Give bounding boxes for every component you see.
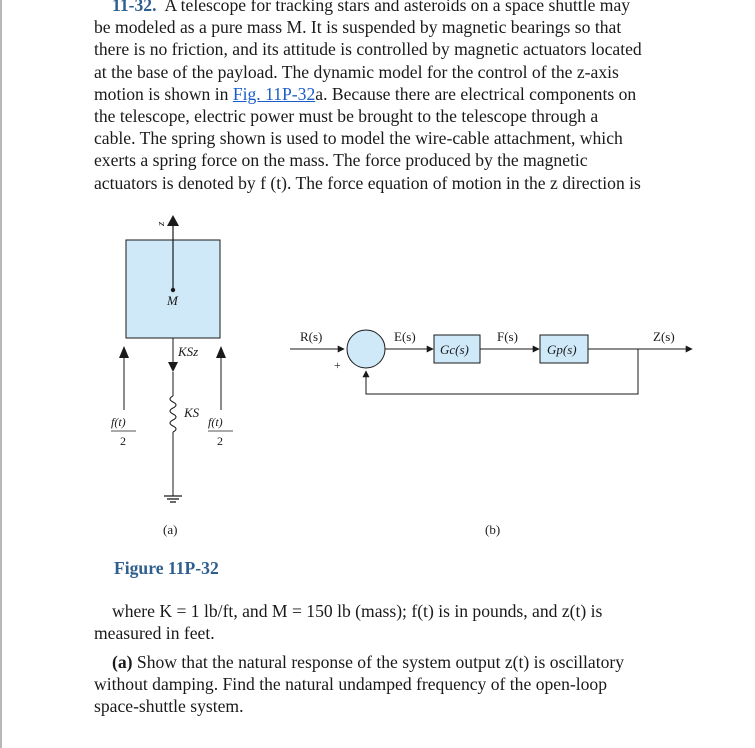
right-force-denominator: 2: [217, 434, 223, 448]
right-force-arrowhead: [216, 346, 226, 358]
right-force-numerator: f(t): [208, 415, 223, 429]
intro-line: A telescope for tracking stars and asteroids on a space shuttle may: [164, 0, 631, 15]
intro-line: motion is shown in: [94, 83, 233, 104]
problem-number: 11-32.: [112, 0, 157, 15]
part-b-diagram: [290, 329, 692, 537]
z-axis-arrowhead: [167, 215, 179, 226]
part-a-line: without damping. Find the natural undamped frequency of the open-loop: [94, 674, 608, 695]
part-a-line: space-shuttle system.: [94, 696, 244, 717]
output-label: Z(s): [653, 329, 675, 344]
spring-force-arrowhead: [168, 362, 178, 372]
figure-caption: Figure 11P-32: [114, 558, 219, 578]
summer-plus-sign: +: [334, 358, 341, 372]
intro-line: the telescope, electric power must be brought to the telescope through a: [94, 106, 599, 127]
plant-label: Gp(s): [547, 342, 577, 357]
controller-label: Gc(s): [440, 342, 469, 357]
part-a-sublabel: (a): [163, 522, 178, 537]
part-a-label: (a): [112, 652, 133, 672]
mass-label: M: [167, 293, 178, 308]
part-a-question: [94, 651, 714, 718]
where-line: measured in feet.: [94, 623, 215, 644]
force-label: F(s): [497, 329, 518, 344]
spring-coil: [170, 396, 176, 432]
feedback-path: [366, 349, 638, 394]
intro-line: be modeled as a pure mass M. It is suspended by magnetic bearings so that: [94, 17, 622, 38]
error-label: E(s): [394, 329, 416, 344]
spring-force-label: KSz: [178, 344, 199, 359]
spring-constant-label: KS: [184, 405, 200, 420]
intro-line: a. Because there are electrical components on: [315, 83, 637, 104]
left-force-numerator: f(t): [111, 415, 126, 429]
summing-junction: [347, 330, 385, 368]
part-b-sublabel: (b): [485, 522, 501, 537]
where-clause: [94, 600, 714, 644]
intro-line: at the base of the payload. The dynamic model for the control of the z-axis: [94, 61, 619, 82]
mass-center-dot: [171, 288, 175, 292]
intro-line: there is no friction, and its attitude is controlled by magnetic actuators located: [94, 39, 642, 60]
intro-line: exerts a spring force on the mass. The force produced by the magnetic: [94, 150, 588, 171]
intro-line: cable. The spring shown is used to model the wire-cable attachment, which: [94, 128, 623, 149]
left-force-denominator: 2: [120, 434, 126, 448]
left-force-arrowhead: [119, 346, 129, 358]
where-line: where K = 1 lb/ft, and M = 150 lb (mass); f(t) is in pounds, and z(t) is: [112, 601, 603, 621]
intro-line: actuators is denoted by f (t). The force equation of motion in the z direction is: [94, 172, 641, 193]
part-a-diagram: [111, 215, 233, 537]
input-label: R(s): [300, 329, 323, 344]
part-a-line: Show that the natural response of the system output z(t) is oscillatory: [132, 652, 625, 672]
z-axis-label: z: [155, 221, 167, 226]
figure-link[interactable]: Fig. 11P-32: [232, 83, 316, 104]
